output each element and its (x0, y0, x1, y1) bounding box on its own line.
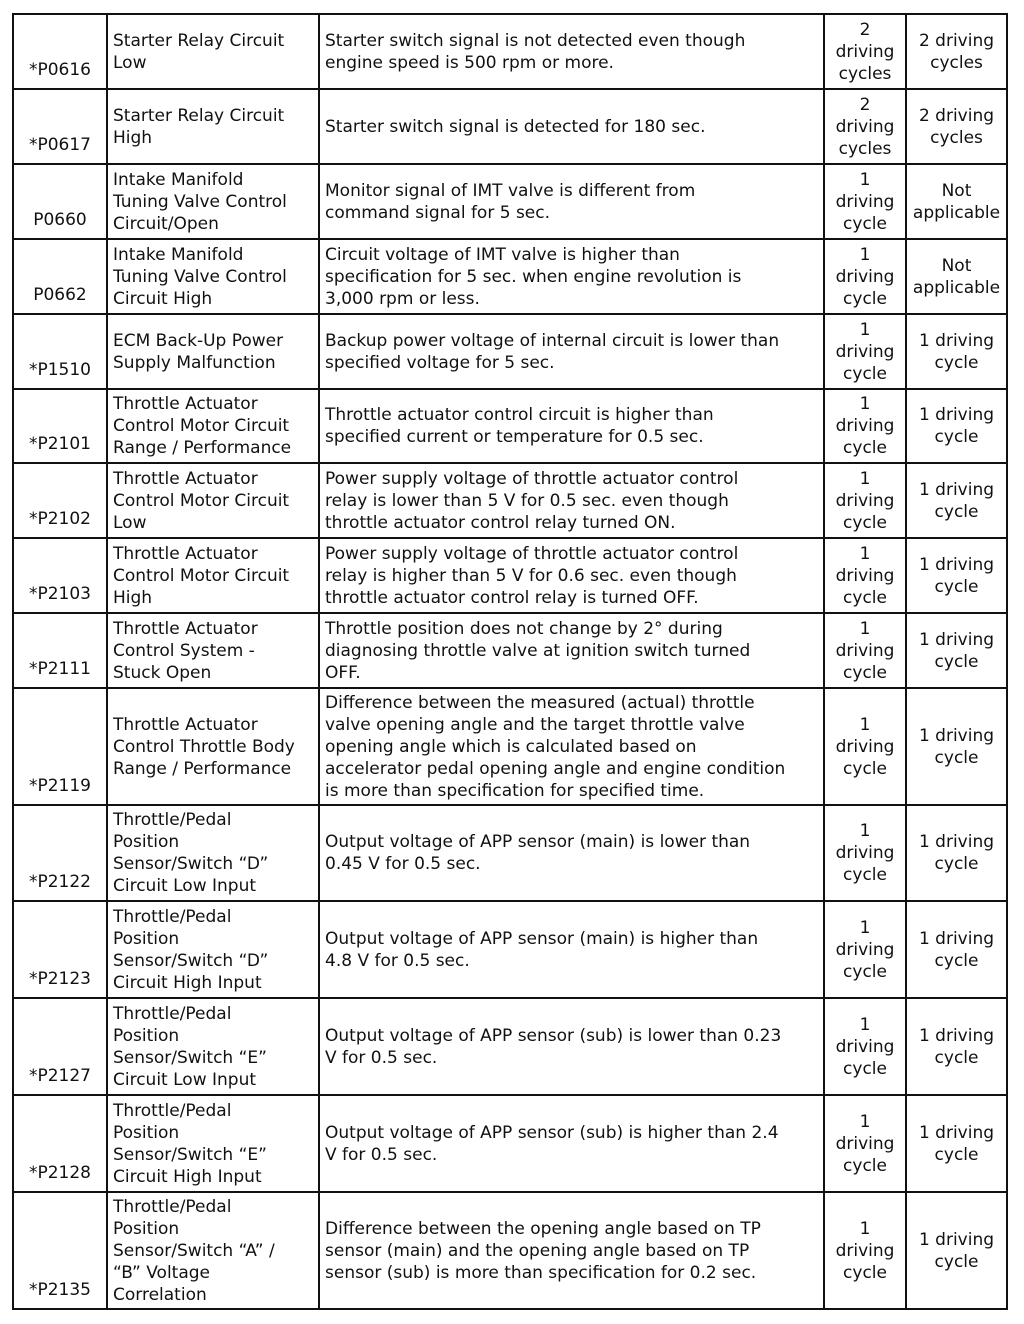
detecting-condition-cell-text: Difference between the opening angle based on TP sensor (main) and the opening angle based on TP sensor (sub) is more than specification for 0.2 sec. (325, 1218, 761, 1283)
trip-cell-text: 1 driving cycle (835, 1218, 895, 1283)
dtc-name-cell (107, 998, 319, 1095)
dtc-name-cell (107, 1192, 319, 1309)
table-row (13, 688, 1007, 805)
detecting-condition-cell (319, 389, 824, 463)
detecting-condition-cell-text: Difference between the measured (actual) throttle valve opening angle and the target throttle valve opening angle which is calculated based on accelerator pedal opening angle and engine condition is more than specification for specified time. (325, 692, 786, 801)
mil-cell-text: 1 driving cycle (918, 928, 995, 971)
dtc-code-cell (13, 389, 107, 463)
dtc-name-cell-text: Throttle/Pedal Position Sensor/Switch “E” Circuit High Input (113, 1100, 267, 1187)
detecting-condition-cell-text: Backup power voltage of internal circuit is lower than specified voltage for 5 sec. (325, 330, 780, 373)
mil-cell-text: 1 driving cycle (918, 405, 995, 447)
trip-cell-text: 1 driving cycle (835, 917, 895, 982)
dtc-name-cell (107, 688, 319, 805)
table-row (13, 613, 1007, 688)
mil-cell (906, 998, 1007, 1095)
table-row (13, 164, 1007, 239)
mil-cell (906, 89, 1007, 164)
detecting-condition-cell-text: Power supply voltage of throttle actuator control relay is lower than 5 V for 0.5 sec. even though throttle actuator control relay turned ON. (325, 468, 739, 533)
dtc-code-cell (13, 89, 107, 164)
detecting-condition-cell (319, 998, 824, 1095)
trip-cell-text: 1 driving cycle (835, 821, 895, 885)
trip-cell-text: 2 driving cycles (835, 19, 895, 84)
mil-cell (906, 901, 1007, 998)
mil-cell (906, 389, 1007, 463)
trip-cell (824, 164, 906, 239)
dtc-name-cell-text: Throttle Actuator Control Motor Circuit High (113, 543, 290, 608)
dtc-name-cell (107, 14, 319, 89)
dtc-code-cell (13, 1192, 107, 1309)
dtc-name-cell (107, 164, 319, 239)
dtc-code-cell-text: *P2111 (28, 659, 91, 679)
dtc-code-cell (13, 688, 107, 805)
detecting-condition-cell-text: Starter switch signal is detected for 180 sec. (325, 116, 706, 137)
trip-cell-text: 1 driving cycle (835, 618, 895, 683)
trip-cell-text: 2 driving cycles (835, 94, 895, 159)
dtc-code-cell-text: *P2122 (28, 872, 91, 892)
mil-cell (906, 538, 1007, 613)
trip-cell (824, 613, 906, 688)
table-row (13, 1095, 1007, 1192)
trip-cell-text: 1 driving cycle (835, 468, 895, 533)
mil-cell-text: 1 driving cycle (918, 479, 995, 522)
dtc-code-cell (13, 1095, 107, 1192)
detecting-condition-cell (319, 538, 824, 613)
mil-cell (906, 688, 1007, 805)
dtc-code-cell (13, 314, 107, 389)
detecting-condition-cell (319, 164, 824, 239)
detecting-condition-cell (319, 14, 824, 89)
detecting-condition-cell (319, 1192, 824, 1309)
dtc-table (12, 13, 1008, 1310)
detecting-condition-cell-text: Starter switch signal is not detected even though engine speed is 500 rpm or more. (325, 30, 746, 73)
mil-cell-text: 1 driving cycle (918, 554, 995, 597)
mil-cell (906, 314, 1007, 389)
trip-cell-text: 1 driving cycle (835, 714, 895, 779)
dtc-code-cell (13, 805, 107, 901)
detecting-condition-cell-text: Throttle actuator control circuit is higher than specified current or temperature for 0.5 sec. (325, 405, 714, 447)
table-row (13, 998, 1007, 1095)
trip-cell-text: 1 driving cycle (835, 169, 895, 234)
trip-cell (824, 538, 906, 613)
trip-cell-text: 1 driving cycle (835, 244, 895, 309)
trip-cell (824, 1192, 906, 1309)
dtc-name-cell (107, 463, 319, 538)
mil-cell (906, 1095, 1007, 1192)
dtc-code-cell (13, 463, 107, 538)
detecting-condition-cell (319, 613, 824, 688)
dtc-code-cell (13, 998, 107, 1095)
table-row (13, 538, 1007, 613)
dtc-name-cell-text: Starter Relay Circuit Low (113, 30, 285, 73)
trip-cell (824, 463, 906, 538)
table-row (13, 89, 1007, 164)
dtc-name-cell-text: Throttle Actuator Control System - Stuck Open (113, 618, 258, 683)
trip-cell (824, 1095, 906, 1192)
detecting-condition-cell-text: Output voltage of APP sensor (sub) is higher than 2.4 V for 0.5 sec. (325, 1122, 779, 1165)
dtc-name-cell-text: Throttle/Pedal Position Sensor/Switch “E” Circuit Low Input (113, 1003, 267, 1090)
detecting-condition-cell (319, 89, 824, 164)
mil-cell (906, 463, 1007, 538)
table-row (13, 314, 1007, 389)
dtc-code-cell-text: *P2135 (28, 1280, 91, 1300)
dtc-name-cell (107, 314, 319, 389)
dtc-name-cell-text: Throttle Actuator Control Throttle Body Range / Performance (113, 714, 295, 779)
dtc-table-body (13, 14, 1007, 1309)
trip-cell-text: 1 driving cycle (835, 543, 895, 608)
dtc-code-cell-text: *P0616 (28, 60, 91, 80)
trip-cell (824, 314, 906, 389)
table-row (13, 463, 1007, 538)
dtc-code-cell (13, 239, 107, 314)
detecting-condition-cell (319, 901, 824, 998)
detecting-condition-cell-text: Monitor signal of IMT valve is different from command signal for 5 sec. (325, 180, 696, 223)
dtc-name-cell-text: Throttle/Pedal Position Sensor/Switch “A” / “B” Voltage Correlation (113, 1196, 275, 1305)
dtc-code-cell (13, 14, 107, 89)
table-row (13, 805, 1007, 901)
mil-cell-text: 1 driving cycle (918, 832, 995, 874)
dtc-name-cell (107, 389, 319, 463)
detecting-condition-cell (319, 1095, 824, 1192)
trip-cell (824, 805, 906, 901)
dtc-name-cell (107, 89, 319, 164)
mil-cell-text: 1 driving cycle (918, 330, 995, 373)
mil-cell (906, 164, 1007, 239)
dtc-code-cell-text: *P0617 (28, 135, 91, 155)
detecting-condition-cell (319, 239, 824, 314)
table-row (13, 14, 1007, 89)
trip-cell (824, 89, 906, 164)
mil-cell-text: 1 driving cycle (918, 1122, 995, 1165)
trip-cell-text: 1 driving cycle (835, 319, 895, 384)
dtc-name-cell-text: ECM Back-Up Power Supply Malfunction (113, 330, 284, 373)
mil-cell (906, 1192, 1007, 1309)
dtc-name-cell-text: Throttle Actuator Control Motor Circuit Low (113, 468, 290, 533)
detecting-condition-cell-text: Output voltage of APP sensor (main) is lower than 0.45 V for 0.5 sec. (325, 832, 751, 874)
trip-cell-text: 1 driving cycle (835, 1111, 895, 1176)
dtc-name-cell (107, 613, 319, 688)
detecting-condition-cell (319, 314, 824, 389)
dtc-code-cell-text: *P1510 (28, 360, 91, 380)
table-row (13, 1192, 1007, 1309)
dtc-code-cell-text: P0660 (33, 210, 87, 230)
dtc-name-cell-text: Starter Relay Circuit High (113, 105, 285, 148)
mil-cell-text: 2 driving cycles (918, 105, 995, 148)
dtc-code-cell-text: *P2102 (28, 509, 91, 529)
dtc-name-cell (107, 239, 319, 314)
mil-cell-text: 1 driving cycle (918, 725, 995, 768)
mil-cell (906, 613, 1007, 688)
dtc-table-page (12, 13, 1006, 1310)
mil-cell-text: 1 driving cycle (918, 629, 995, 672)
mil-cell-text: Not applicable (912, 255, 1001, 298)
dtc-code-cell (13, 613, 107, 688)
mil-cell-text: 2 driving cycles (918, 30, 995, 73)
detecting-condition-cell-text: Throttle position does not change by 2° during diagnosing throttle valve at ignition switch turned OFF. (325, 618, 751, 683)
trip-cell (824, 389, 906, 463)
table-row (13, 239, 1007, 314)
detecting-condition-cell (319, 688, 824, 805)
trip-cell-text: 1 driving cycle (835, 394, 895, 458)
dtc-name-cell-text: Intake Manifold Tuning Valve Control Circuit High (113, 244, 287, 309)
mil-cell (906, 805, 1007, 901)
trip-cell (824, 998, 906, 1095)
detecting-condition-cell-text: Output voltage of APP sensor (sub) is lower than 0.23 V for 0.5 sec. (325, 1025, 782, 1068)
detecting-condition-cell-text: Output voltage of APP sensor (main) is higher than 4.8 V for 0.5 sec. (325, 928, 759, 971)
dtc-code-cell-text: *P2103 (28, 584, 91, 604)
dtc-code-cell (13, 901, 107, 998)
table-row (13, 901, 1007, 998)
dtc-code-cell-text: *P2123 (28, 969, 91, 989)
detecting-condition-cell-text: Power supply voltage of throttle actuator control relay is higher than 5 V for 0.6 sec. even though throttle actuator control relay is turned OFF. (325, 543, 739, 608)
dtc-code-cell (13, 538, 107, 613)
trip-cell (824, 239, 906, 314)
trip-cell (824, 688, 906, 805)
trip-cell (824, 14, 906, 89)
detecting-condition-cell (319, 805, 824, 901)
dtc-code-cell-text: *P2128 (28, 1163, 91, 1183)
dtc-name-cell (107, 805, 319, 901)
table-row (13, 389, 1007, 463)
dtc-name-cell-text: Throttle/Pedal Position Sensor/Switch “D” Circuit High Input (113, 906, 269, 993)
dtc-code-cell-text: *P2127 (28, 1066, 91, 1086)
trip-cell-text: 1 driving cycle (835, 1014, 895, 1079)
dtc-name-cell-text: Throttle Actuator Control Motor Circuit Range / Performance (113, 394, 292, 458)
mil-cell-text: Not applicable (912, 180, 1001, 223)
dtc-name-cell (107, 901, 319, 998)
dtc-name-cell-text: Throttle/Pedal Position Sensor/Switch “D” Circuit Low Input (113, 810, 269, 896)
dtc-code-cell-text: *P2119 (28, 776, 91, 796)
dtc-code-cell (13, 164, 107, 239)
dtc-name-cell (107, 1095, 319, 1192)
trip-cell (824, 901, 906, 998)
dtc-code-cell-text: P0662 (33, 285, 87, 305)
mil-cell-text: 1 driving cycle (918, 1025, 995, 1068)
dtc-name-cell-text: Intake Manifold Tuning Valve Control Circuit/Open (113, 169, 287, 234)
detecting-condition-cell-text: Circuit voltage of IMT valve is higher than specification for 5 sec. when engine revolution is 3,000 rpm or less. (325, 244, 742, 309)
mil-cell (906, 239, 1007, 314)
dtc-name-cell (107, 538, 319, 613)
dtc-code-cell-text: *P2101 (28, 434, 91, 454)
mil-cell (906, 14, 1007, 89)
mil-cell-text: 1 driving cycle (918, 1229, 995, 1272)
detecting-condition-cell (319, 463, 824, 538)
